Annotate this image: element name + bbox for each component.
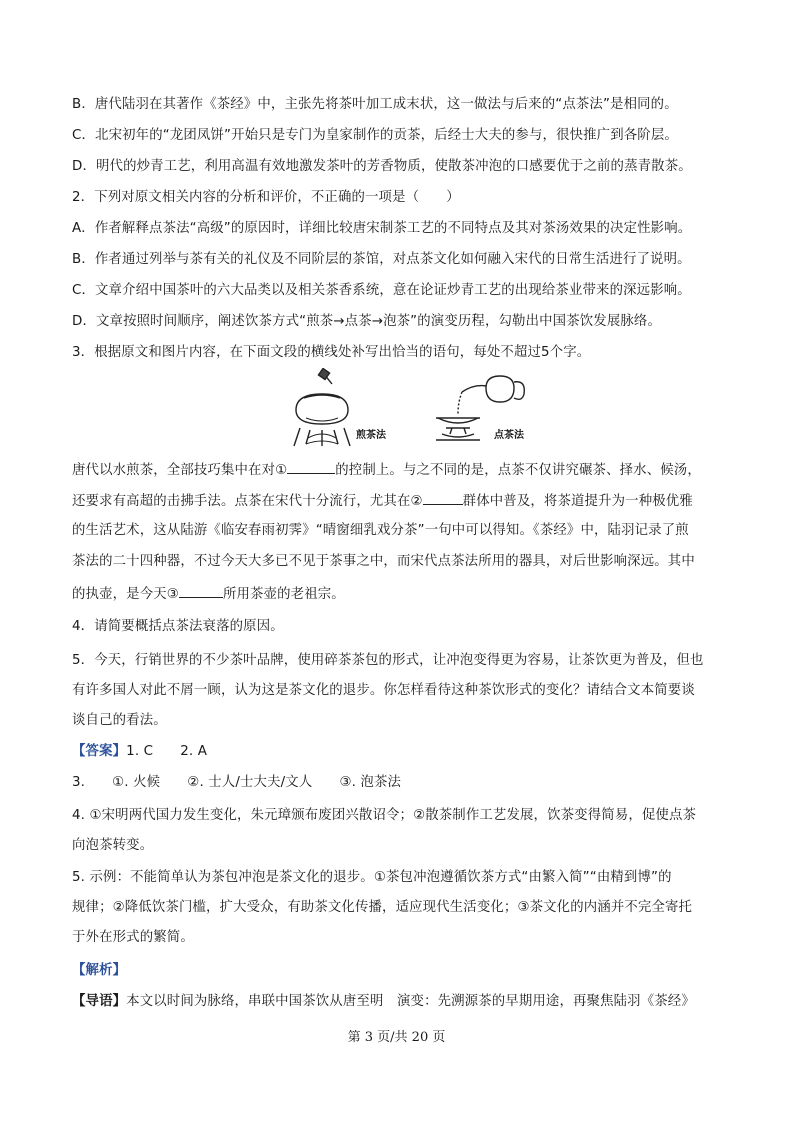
answer-5-line-3: 于外在形式的繁简。 (72, 930, 194, 945)
q1-option-c: C．北宋初年的“龙团凤饼”开始只是专门为皇家制作的贡茶，后经士大夫的参与，很快推广到各阶层。 (72, 128, 678, 143)
answer-label: 【答案】 (72, 744, 127, 759)
answer-3: 3. ①. 火候 ②. 士人/士大夫/文人 ③. 泡茶法 (72, 775, 402, 790)
guide-text: 本文以时间为脉络，串联中国茶饮从唐至明 演变：先溯源茶的早期用途，再聚焦陆羽《茶经》 (126, 994, 695, 1009)
blank-3-marker: ③ (166, 587, 179, 602)
answer-1-2: 1. C 2. A (126, 744, 208, 759)
blank-3[interactable] (179, 583, 223, 598)
para-text: 群体中普及，将茶道提升为一种极优雅 (462, 494, 693, 509)
guide-line (72, 992, 722, 1012)
tea-method-illustration (286, 368, 546, 452)
q5-line-2: 有许多国人对此不屑一顾，认为这是茶文化的退步。你怎样看待这种茶饮形式的变化？请结合文本简要谈 (72, 683, 695, 698)
answer-4-line-1: 4. ①宋明两代国力发生变化，朱元璋颁布废团兴散诏令；②散茶制作工艺发展，饮茶变得简易，促使点茶 (72, 808, 697, 823)
blank-1-marker: ① (275, 463, 288, 478)
page-footer: 第 3 页/共 20 页 (347, 1030, 446, 1045)
q2-option-a: A．作者解释点茶法“高级”的原因时，详细比较唐宋制茶工艺的不同特点及其对茶汤效果的决定性影响。 (72, 221, 692, 236)
answer-5-line-1: 5. 示例：不能简单认为茶包冲泡是茶文化的退步。①茶包冲泡遵循饮茶方式“由繁入简”“由精到博”的 (72, 870, 672, 885)
analysis-label: 【解析】 (72, 963, 127, 978)
answer-4-line-2: 向泡茶转变。 (72, 838, 154, 853)
q2-option-d: D．文章按照时间顺序，阐述饮茶方式“煎茶→点茶→泡茶”的演变历程，勾勒出中国茶饮发展脉络。 (72, 314, 661, 329)
q5-line-1: 5．今天，行销世界的不少茶叶品牌，使用碎茶茶包的形式，让冲泡变得更为容易，让茶饮更为普及，但也 (72, 653, 704, 668)
blank-2-marker: ② (410, 494, 423, 509)
para-text: 还要求有高超的击拂手法。点茶在宋代十分流行，尤其在 (72, 494, 411, 509)
whisk-label: 点茶法 (494, 430, 524, 441)
decoction-pot-icon (294, 368, 350, 446)
q3-para-line-4: 茶法的二十四种器，不过今天大多已不见于茶事之中，而宋代点茶法所用的器具，对后世影响深远。其中 (72, 554, 695, 569)
q1-option-b: B．唐代陆羽在其著作《茶经》中，主张先将茶叶加工成末状，这一做法与后来的“点茶法”是相同的。 (72, 97, 678, 112)
q3-para-line-1 (72, 459, 722, 481)
q1-option-d: D．明代的炒青工艺，利用高温有效地激发茶叶的芳香物质，使散茶冲泡的口感要优于之前的蒸青散茶。 (72, 159, 692, 174)
q4-stem: 4．请简要概括点茶法衰落的原因。 (72, 619, 284, 634)
blank-2[interactable] (423, 490, 463, 505)
answer-row (72, 742, 722, 762)
q2-stem: 2．下列对原文相关内容的分析和评价，不正确的一项是（ ） (72, 190, 460, 205)
decoction-label: 煎茶法 (356, 430, 386, 441)
q2-option-b: B．作者通过列举与茶有关的礼仪及不同阶层的茶馆，对点茶文化如何融入宋代的日常生活进行了说明。 (72, 252, 691, 267)
q3-para-line-5 (72, 583, 722, 605)
blank-1[interactable] (287, 459, 335, 474)
q5-line-3: 谈自己的看法。 (72, 713, 167, 728)
tea-illustration-svg (286, 368, 546, 452)
q3-para-line-2 (72, 490, 722, 512)
q3-stem: 3．根据原文和图片内容，在下面文段的横线处补写出恰当的语句，每处不超过5个字。 (72, 345, 591, 360)
para-text: 的控制上。与之不同的是，点茶不仅讲究碾茶、择水、候汤， (335, 463, 701, 478)
guide-label: 【导语】 (72, 994, 127, 1009)
q3-para-line-3: 的生活艺术，这从陆游《临安春雨初霁》“晴窗细乳戏分茶”一句中可以得知。《茶经》中，陆羽记录了煎 (72, 523, 689, 538)
q2-option-c: C．文章介绍中国茶叶的六大品类以及相关茶香系统，意在论证炒青工艺的出现给茶业带来的深远影响。 (72, 283, 691, 298)
para-text: 的执壶，是今天 (72, 587, 167, 602)
para-text: 所用茶壶的老祖宗。 (222, 587, 345, 602)
answer-5-line-2: 规律；②降低饮茶门槛，扩大受众，有助茶文化传播，适应现代生活变化；③茶文化的内涵并不完全寄托 (72, 900, 693, 915)
para-text: 唐代以水煎茶，全部技巧集中在对 (72, 463, 276, 478)
